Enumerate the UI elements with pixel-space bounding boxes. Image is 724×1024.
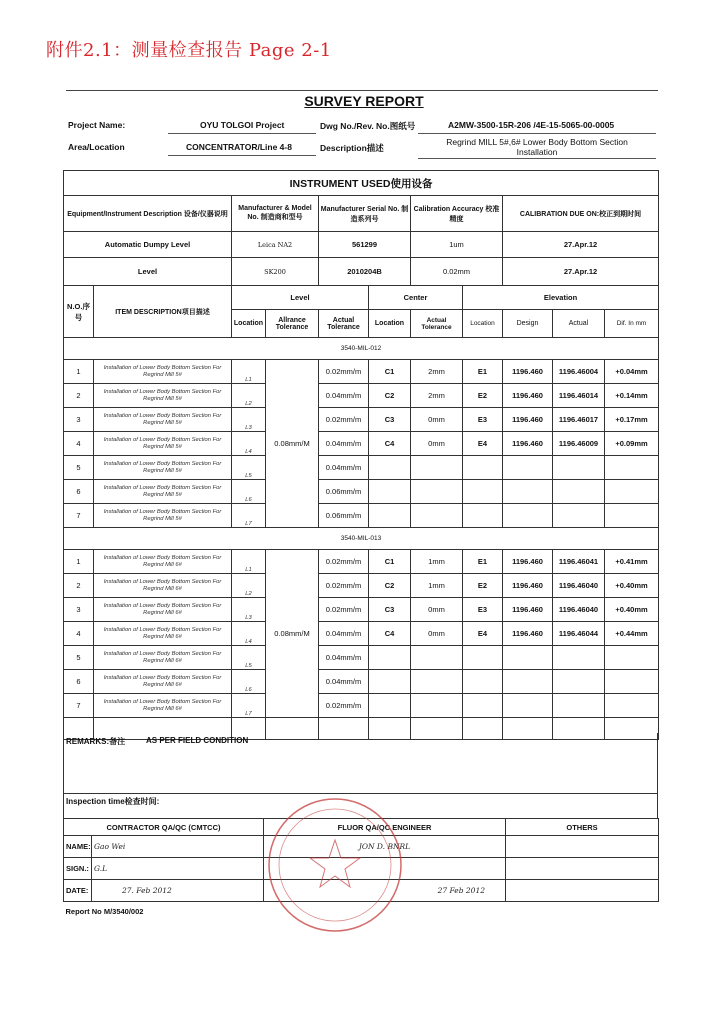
row-diff: +0.40mm	[605, 574, 659, 598]
header-elevation-location: Location	[463, 310, 503, 338]
area-label: Area/Location	[68, 142, 125, 152]
instrument-header-equipment: Equipment/Instrument Description 设备/仪器说明	[64, 196, 232, 232]
row-level-location: L5	[232, 456, 266, 480]
row-center-location: C3	[369, 408, 411, 432]
table-row	[64, 622, 659, 646]
row-center-location: C3	[369, 598, 411, 622]
row-level-location: L6	[232, 480, 266, 504]
row-design: 1196.460	[503, 598, 553, 622]
header-center-location: Location	[369, 310, 411, 338]
row-description: Installation of Lower Body Bottom Section For Regrind Mill 6#	[94, 574, 232, 598]
row-center-location	[369, 480, 411, 504]
others-sign	[506, 858, 659, 880]
row-actual-tolerance: 0.04mm/m	[319, 670, 369, 694]
row-elevation-location: E4	[463, 622, 503, 646]
row-elevation-location: E3	[463, 598, 503, 622]
row-actual: 1196.46009	[553, 432, 605, 456]
row-diff: +0.40mm	[605, 598, 659, 622]
row-elevation-location: E2	[463, 384, 503, 408]
inspection-label: Inspection time检查时间:	[66, 797, 160, 806]
row-number: 1	[64, 550, 94, 574]
row-center-tolerance: 0mm	[411, 598, 463, 622]
instrument-header-accuracy: Calibration Accuracy 校准精度	[411, 196, 503, 232]
row-center-tolerance: 1mm	[411, 550, 463, 574]
group-name: 3540-MIL-013	[64, 528, 659, 550]
instrument-serial: 561299	[319, 232, 411, 258]
row-design	[503, 670, 553, 694]
table-row	[64, 694, 659, 718]
row-design: 1196.460	[503, 550, 553, 574]
row-description: Installation of Lower Body Bottom Section For Regrind Mill 6#	[94, 646, 232, 670]
row-center-tolerance: 0mm	[411, 408, 463, 432]
instrument-desc: Automatic Dumpy Level	[64, 232, 232, 258]
row-description: Installation of Lower Body Bottom Section For Regrind Mill 6#	[94, 694, 232, 718]
row-elevation-location	[463, 670, 503, 694]
row-actual: 1196.46040	[553, 598, 605, 622]
row-diff: +0.41mm	[605, 550, 659, 574]
row-description: Installation of Lower Body Bottom Section For Regrind Mill 5#	[94, 504, 232, 528]
row-design: 1196.460	[503, 432, 553, 456]
row-center-tolerance: 2mm	[411, 360, 463, 384]
instrument-model: SK200	[232, 258, 319, 286]
table-row	[64, 456, 659, 480]
header-center: Center	[369, 286, 463, 310]
row-elevation-location	[463, 504, 503, 528]
row-description: Installation of Lower Body Bottom Section For Regrind Mill 5#	[94, 408, 232, 432]
row-center-tolerance: 1mm	[411, 574, 463, 598]
row-design	[503, 456, 553, 480]
row-number: 3	[64, 598, 94, 622]
row-number: 2	[64, 574, 94, 598]
description-underline	[418, 158, 656, 159]
instrument-accuracy: 1um	[411, 232, 503, 258]
dwg-value: A2MW-3500-15R-206 /4E-15-5065-00-0005	[448, 120, 615, 130]
table-row	[64, 598, 659, 622]
row-center-location	[369, 670, 411, 694]
row-description: Installation of Lower Body Bottom Section For Regrind Mill 6#	[94, 622, 232, 646]
group-name: 3540-MIL-012	[64, 338, 659, 360]
row-diff	[605, 480, 659, 504]
row-center-location	[369, 456, 411, 480]
project-value: OYU TOLGOI Project	[200, 120, 285, 130]
row-number: 7	[64, 504, 94, 528]
sign-label: SIGN.:	[64, 858, 92, 880]
row-center-location: C2	[369, 384, 411, 408]
area-underline	[168, 155, 316, 156]
row-design: 1196.460	[503, 622, 553, 646]
others-name	[506, 836, 659, 858]
header-no: N.O.序号	[64, 286, 94, 338]
row-center-location: C4	[369, 432, 411, 456]
table-row	[64, 550, 659, 574]
row-actual-tolerance: 0.02mm/m	[319, 408, 369, 432]
row-description: Installation of Lower Body Bottom Section For Regrind Mill 6#	[94, 598, 232, 622]
row-design: 1196.460	[503, 408, 553, 432]
remarks-value: AS PER FIELD CONDITION	[146, 736, 249, 745]
row-number: 2	[64, 384, 94, 408]
row-number: 5	[64, 456, 94, 480]
row-level-location: L4	[232, 622, 266, 646]
project-label: Project Name:	[68, 120, 126, 130]
instrument-header-manufacturer: Manufacturer & Model No. 制造商和型号	[232, 196, 319, 232]
row-number: 1	[64, 360, 94, 384]
row-actual-tolerance: 0.06mm/m	[319, 504, 369, 528]
row-center-tolerance	[411, 456, 463, 480]
row-elevation-location: E4	[463, 432, 503, 456]
row-actual: 1196.46014	[553, 384, 605, 408]
row-design	[503, 480, 553, 504]
row-elevation-location: E1	[463, 550, 503, 574]
row-diff	[605, 670, 659, 694]
row-description: Installation of Lower Body Bottom Section For Regrind Mill 6#	[94, 670, 232, 694]
row-actual	[553, 670, 605, 694]
description-value: Regrind MILL 5#,6# Lower Body Bottom Section Installation	[446, 137, 628, 158]
row-level-location: L2	[232, 574, 266, 598]
row-level-location: L6	[232, 670, 266, 694]
row-design	[503, 694, 553, 718]
header-center-actual: Actual Tolerance	[411, 310, 463, 338]
row-center-tolerance	[411, 646, 463, 670]
header-diff: Dif. In mm	[605, 310, 659, 338]
row-center-location: C1	[369, 550, 411, 574]
date-label: DATE:	[64, 880, 92, 902]
header-allowance: Allrance Tolerance	[266, 310, 319, 338]
seal-stamp-icon	[260, 790, 410, 940]
fluor-name-signature: JON D. BNRL	[264, 836, 506, 858]
row-center-location	[369, 504, 411, 528]
row-actual-tolerance: 0.06mm/m	[319, 480, 369, 504]
project-underline	[168, 133, 316, 134]
remarks-label: REMARKS:备注	[66, 737, 126, 746]
row-center-location	[369, 646, 411, 670]
row-design	[503, 646, 553, 670]
row-description: Installation of Lower Body Bottom Section For Regrind Mill 6#	[94, 550, 232, 574]
header-elevation: Elevation	[463, 286, 659, 310]
header-actual: Actual	[553, 310, 605, 338]
row-actual-tolerance: 0.02mm/m	[319, 598, 369, 622]
dwg-label: Dwg No./Rev. No.图纸号	[320, 121, 416, 131]
row-level-location: L7	[232, 694, 266, 718]
row-description: Installation of Lower Body Bottom Section For Regrind Mill 5#	[94, 456, 232, 480]
table-row	[64, 574, 659, 598]
row-diff	[605, 646, 659, 670]
row-actual	[553, 480, 605, 504]
instrument-due: 27.Apr.12	[503, 232, 659, 258]
instrument-header-serial: Manufacturer Serial No. 制造系列号	[319, 196, 411, 232]
report-number: Report No M/3540/002	[65, 906, 144, 916]
row-number: 5	[64, 646, 94, 670]
row-diff: +0.44mm	[605, 622, 659, 646]
description-label: Description描述	[320, 143, 384, 153]
row-actual-tolerance: 0.04mm/m	[319, 384, 369, 408]
row-actual: 1196.46017	[553, 408, 605, 432]
header-actual-tolerance: Actual Tolerance	[319, 310, 369, 338]
row-design: 1196.460	[503, 360, 553, 384]
row-actual	[553, 646, 605, 670]
row-elevation-location	[463, 480, 503, 504]
sign-signature: G.L	[92, 858, 264, 880]
row-level-location: L1	[232, 550, 266, 574]
row-level-location: L7	[232, 504, 266, 528]
row-center-tolerance	[411, 480, 463, 504]
row-diff: +0.09mm	[605, 432, 659, 456]
row-actual-tolerance: 0.02mm/m	[319, 694, 369, 718]
top-rule	[66, 90, 658, 91]
row-center-tolerance: 0mm	[411, 432, 463, 456]
others-title: OTHERS	[506, 819, 659, 836]
row-diff: +0.14mm	[605, 384, 659, 408]
row-level-location: L1	[232, 360, 266, 384]
row-elevation-location: E1	[463, 360, 503, 384]
row-level-location: L2	[232, 384, 266, 408]
table-row	[64, 480, 659, 504]
table-row	[64, 432, 659, 456]
row-actual-tolerance: 0.04mm/m	[319, 646, 369, 670]
row-diff: +0.17mm	[605, 408, 659, 432]
row-number: 4	[64, 622, 94, 646]
row-actual-tolerance: 0.04mm/m	[319, 456, 369, 480]
header-item-description: ITEM DESCRIPTION项目描述	[94, 286, 232, 338]
row-center-tolerance	[411, 670, 463, 694]
instrument-serial: 2010204B	[319, 258, 411, 286]
row-diff: +0.04mm	[605, 360, 659, 384]
survey-table	[63, 170, 659, 740]
row-elevation-location	[463, 694, 503, 718]
row-diff	[605, 456, 659, 480]
row-center-tolerance	[411, 694, 463, 718]
instrument-model: Leica NA2	[232, 232, 319, 258]
contractor-title: CONTRACTOR QA/QC (CMTCC)	[64, 819, 264, 836]
row-allowance: 0.08mm/M	[266, 550, 319, 718]
row-diff	[605, 694, 659, 718]
header-level: Level	[232, 286, 369, 310]
instrument-header-due: CALIBRATION DUE ON:校正到期时间	[503, 196, 659, 232]
row-elevation-location	[463, 456, 503, 480]
row-actual-tolerance: 0.04mm/m	[319, 432, 369, 456]
instrument-section-title: INSTRUMENT USED使用设备	[64, 171, 659, 196]
row-actual-tolerance: 0.02mm/m	[319, 360, 369, 384]
row-description: Installation of Lower Body Bottom Section For Regrind Mill 5#	[94, 432, 232, 456]
row-center-location: C2	[369, 574, 411, 598]
row-elevation-location: E2	[463, 574, 503, 598]
row-diff	[605, 504, 659, 528]
instrument-desc: Level	[64, 258, 232, 286]
fluor-date-signature: 27 Feb 2012	[264, 880, 506, 902]
row-actual: 1196.46044	[553, 622, 605, 646]
row-description: Installation of Lower Body Bottom Section For Regrind Mill 5#	[94, 384, 232, 408]
row-description: Installation of Lower Body Bottom Section For Regrind Mill 5#	[94, 480, 232, 504]
page-header: 附件2.1：测量检查报告 Page 2-1	[46, 40, 332, 61]
row-number: 6	[64, 670, 94, 694]
row-number: 3	[64, 408, 94, 432]
row-design: 1196.460	[503, 574, 553, 598]
header-level-location: Location	[232, 310, 266, 338]
row-actual	[553, 456, 605, 480]
row-level-location: L4	[232, 432, 266, 456]
name-signature: Gao Wei	[92, 836, 264, 858]
instrument-accuracy: 0.02mm	[411, 258, 503, 286]
date-signature: 27. Feb 2012	[92, 880, 264, 902]
remarks-box	[63, 733, 658, 794]
row-number: 7	[64, 694, 94, 718]
table-row	[64, 408, 659, 432]
row-center-tolerance: 2mm	[411, 384, 463, 408]
row-center-tolerance	[411, 504, 463, 528]
row-actual-tolerance: 0.02mm/m	[319, 550, 369, 574]
header-design: Design	[503, 310, 553, 338]
dwg-underline	[418, 133, 656, 134]
row-number: 6	[64, 480, 94, 504]
row-actual	[553, 694, 605, 718]
row-level-location: L3	[232, 408, 266, 432]
table-row	[64, 504, 659, 528]
row-design: 1196.460	[503, 384, 553, 408]
row-number: 4	[64, 432, 94, 456]
row-actual	[553, 504, 605, 528]
row-center-tolerance: 0mm	[411, 622, 463, 646]
row-actual-tolerance: 0.04mm/m	[319, 622, 369, 646]
row-actual: 1196.46041	[553, 550, 605, 574]
row-center-location: C4	[369, 622, 411, 646]
row-allowance: 0.08mm/M	[266, 360, 319, 528]
instrument-due: 27.Apr.12	[503, 258, 659, 286]
table-row	[64, 384, 659, 408]
report-title: SURVEY REPORT	[304, 93, 424, 109]
row-center-location: C1	[369, 360, 411, 384]
row-actual: 1196.46004	[553, 360, 605, 384]
row-actual: 1196.46040	[553, 574, 605, 598]
row-level-location: L3	[232, 598, 266, 622]
others-date	[506, 880, 659, 902]
table-row	[64, 360, 659, 384]
row-elevation-location	[463, 646, 503, 670]
row-description: Installation of Lower Body Bottom Section For Regrind Mill 5#	[94, 360, 232, 384]
row-center-location	[369, 694, 411, 718]
table-row	[64, 670, 659, 694]
fluor-title: FLUOR QA/QC ENGINEER	[264, 819, 506, 836]
row-elevation-location: E3	[463, 408, 503, 432]
area-value: CONCENTRATOR/Line 4-8	[186, 142, 292, 152]
row-level-location: L5	[232, 646, 266, 670]
row-design	[503, 504, 553, 528]
table-row	[64, 646, 659, 670]
row-actual-tolerance: 0.02mm/m	[319, 574, 369, 598]
name-label: NAME:	[64, 836, 92, 858]
